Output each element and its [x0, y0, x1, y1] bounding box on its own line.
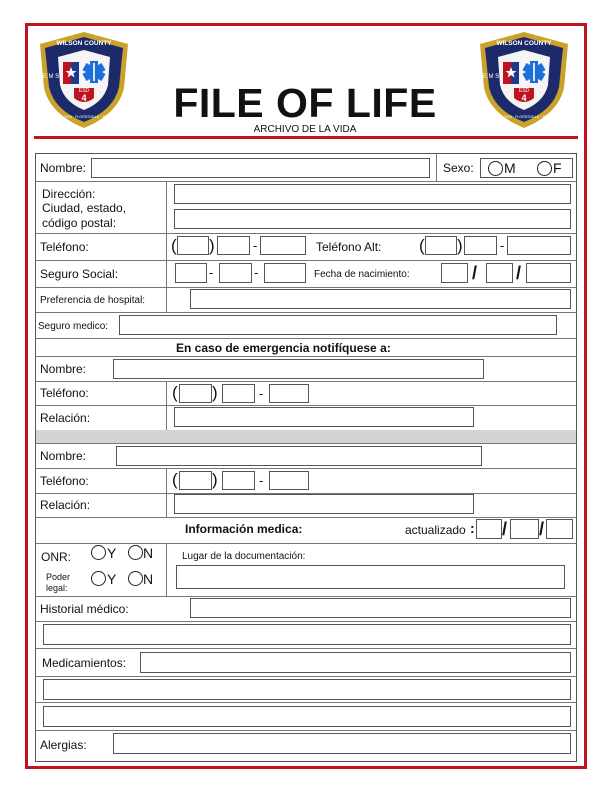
emergency2-prefix[interactable] [222, 471, 255, 490]
poa-label-line-2: legal: [46, 583, 68, 593]
contact-separator [36, 430, 576, 443]
row-divider [35, 338, 577, 339]
doc-location-label: Lugar de la documentación: [182, 551, 306, 562]
page-title: FILE OF LIFE [173, 80, 437, 126]
onr-yes-label: Y [107, 545, 117, 561]
poa-yes-label: Y [107, 571, 117, 587]
phone-label: Teléfono: [40, 240, 89, 254]
emergency1-relation-label: Relación: [40, 411, 91, 425]
emergency2-paren-open: ( [172, 470, 178, 489]
alt-phone-paren-open: ( [419, 236, 425, 255]
sex-f-label: F [553, 160, 562, 176]
allergies-field[interactable] [113, 733, 571, 754]
emergency1-name-label: Nombre: [40, 362, 87, 376]
emergency1-name-field[interactable] [113, 359, 484, 379]
updated-day[interactable] [510, 519, 539, 539]
dob-day[interactable] [486, 263, 513, 283]
city-state-zip-field[interactable] [174, 209, 571, 229]
row-divider [35, 443, 577, 444]
ssn-part-1[interactable] [175, 263, 207, 283]
medications-label: Medicamientos: [42, 656, 127, 670]
emergency1-prefix[interactable] [222, 384, 255, 403]
row-divider [35, 543, 577, 544]
emergency-heading: En caso de emergencia notifíquese a: [176, 341, 391, 355]
ssn-dash-2: - [254, 265, 259, 280]
row-divider [35, 381, 577, 382]
city-state-label: Ciudad, estado, [42, 201, 127, 215]
name-label: Nombre: [40, 161, 87, 175]
alt-phone-line[interactable] [507, 236, 571, 255]
alt-phone-paren-close: ) [457, 236, 463, 255]
hospital-label: Preferencia de hospital: [40, 295, 146, 306]
onr-yes-radio[interactable] [91, 545, 106, 560]
name-field[interactable] [91, 158, 430, 178]
emergency1-dash: - [259, 386, 264, 401]
onr-label: ONR: [41, 550, 71, 564]
insurance-field[interactable] [119, 315, 557, 335]
alt-phone-area-code[interactable] [425, 236, 457, 255]
poa-no-label: N [143, 571, 154, 587]
doc-location-field[interactable] [176, 565, 565, 589]
updated-month[interactable] [476, 519, 502, 539]
svg-text:EST. 2019 · FLORESVILLE · POTH: EST. 2019 · FLORESVILLE · POTH [495, 115, 553, 119]
alt-phone-label: Teléfono Alt: [316, 240, 382, 254]
updated-label: actualizado [405, 523, 466, 537]
emergency2-relation-field[interactable] [174, 494, 474, 514]
sex-label: Sexo: [443, 161, 474, 175]
emergency1-phone-label: Teléfono: [40, 386, 89, 400]
emergency1-relation-field[interactable] [174, 407, 474, 427]
history-label: Historial médico: [40, 602, 129, 616]
row-divider [35, 648, 577, 649]
row-divider [35, 260, 577, 261]
row-divider [35, 468, 577, 469]
poa-no-radio[interactable] [128, 571, 143, 586]
insurance-label: Seguro medico: [38, 321, 109, 332]
hospital-field[interactable] [190, 289, 571, 309]
alt-phone-dash: - [500, 238, 505, 253]
ssn-dash-1: - [209, 265, 214, 280]
column-divider [166, 181, 167, 312]
ssn-part-3[interactable] [264, 263, 306, 283]
phone-paren-open: ( [171, 236, 177, 255]
row-divider [35, 233, 577, 234]
emergency1-line[interactable] [269, 384, 309, 403]
ssn-part-2[interactable] [219, 263, 252, 283]
svg-text:WILSON COUNTY: WILSON COUNTY [496, 40, 552, 47]
svg-text:ESD: ESD [518, 88, 530, 94]
row-divider [35, 702, 577, 703]
emergency1-paren-open: ( [172, 383, 178, 402]
dob-label: Fecha de nacimiento: [314, 269, 410, 280]
onr-no-radio[interactable] [128, 545, 143, 560]
poa-label-line-1: Poder [46, 572, 71, 582]
dob-year[interactable] [526, 263, 571, 283]
medications-field-line-2[interactable] [43, 679, 571, 700]
svg-text:E M S: E M S [42, 74, 60, 80]
row-divider [35, 676, 577, 677]
emergency1-area-code[interactable] [179, 384, 212, 403]
column-divider [436, 153, 437, 181]
row-divider [35, 517, 577, 518]
svg-text:EST. 2019 · FLORESVILLE · POTH: EST. 2019 · FLORESVILLE · POTH [55, 115, 113, 119]
updated-slash-2: / [539, 519, 545, 539]
address-field[interactable] [174, 184, 571, 204]
alt-phone-prefix[interactable] [464, 236, 497, 255]
wilson-county-ems-seal-right [476, 30, 572, 130]
page-subtitle: ARCHIVO DE LA VIDA [253, 124, 357, 135]
column-divider [166, 543, 167, 596]
poa-yes-radio[interactable] [91, 571, 106, 586]
row-divider [35, 596, 577, 597]
header-divider [34, 136, 578, 139]
phone-dash: - [253, 238, 258, 253]
phone-paren-close: ) [209, 236, 215, 255]
allergies-label: Alergias: [40, 738, 87, 752]
column-divider [166, 381, 167, 430]
row-divider [35, 405, 577, 406]
svg-text:E M S: E M S [482, 74, 500, 80]
updated-year[interactable] [546, 519, 573, 539]
row-divider [35, 287, 577, 288]
row-divider [35, 356, 577, 357]
row-divider [35, 312, 577, 313]
history-field[interactable] [190, 598, 571, 618]
phone-line[interactable] [260, 236, 306, 255]
address-label: Dirección: [42, 187, 96, 201]
onr-no-label: N [143, 545, 154, 561]
dob-month[interactable] [441, 263, 468, 283]
row-divider [35, 181, 577, 182]
emergency2-name-label: Nombre: [40, 449, 87, 463]
svg-text:ESD: ESD [78, 88, 90, 94]
svg-text:WILSON COUNTY: WILSON COUNTY [56, 40, 112, 47]
sex-m-label: M [504, 160, 516, 176]
sex-m-radio[interactable] [488, 161, 503, 176]
emergency2-area-code[interactable] [179, 471, 212, 490]
svg-text:4: 4 [81, 93, 87, 103]
sex-f-radio[interactable] [537, 161, 552, 176]
updated-colon: : [470, 520, 475, 536]
phone-prefix[interactable] [217, 236, 250, 255]
dob-slash-1: / [472, 263, 478, 283]
dob-slash-2: / [516, 263, 522, 283]
medications-field[interactable] [140, 652, 571, 673]
row-divider [35, 621, 577, 622]
updated-slash-1: / [502, 519, 508, 539]
emergency2-relation-label: Relación: [40, 498, 91, 512]
zip-label: código postal: [42, 216, 117, 230]
svg-text:4: 4 [521, 93, 527, 103]
phone-area-code[interactable] [177, 236, 209, 255]
emergency2-dash: - [259, 473, 264, 488]
row-divider [35, 730, 577, 731]
emergency1-paren-close: ) [212, 383, 218, 402]
emergency2-line[interactable] [269, 471, 309, 490]
emergency2-paren-close: ) [212, 470, 218, 489]
emergency2-phone-label: Teléfono: [40, 474, 89, 488]
history-field-line-2[interactable] [43, 624, 571, 645]
ssn-label: Seguro Social: [40, 267, 119, 281]
medications-field-line-3[interactable] [43, 706, 571, 727]
emergency2-name-field[interactable] [116, 446, 482, 466]
wilson-county-ems-seal-left [36, 30, 132, 130]
medical-heading: Información medica: [185, 522, 303, 536]
column-divider [166, 468, 167, 517]
